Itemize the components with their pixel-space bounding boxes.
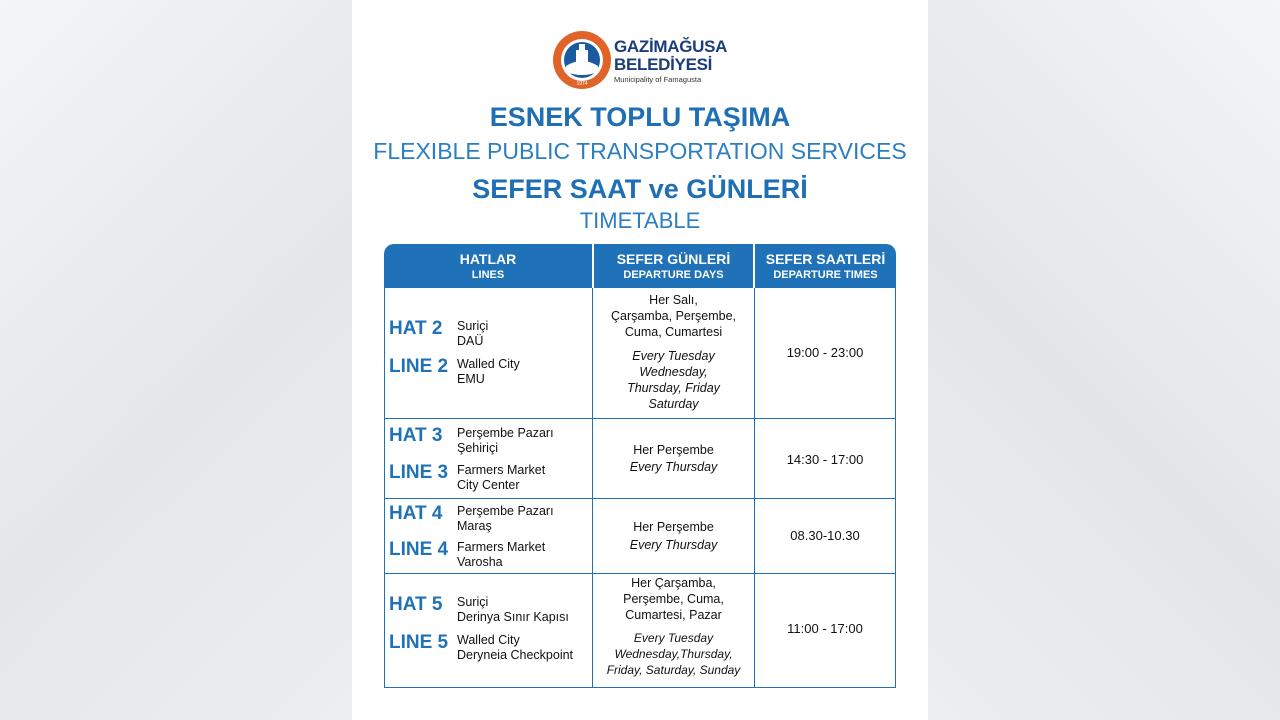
days-tr: [593, 575, 754, 623]
line-code: LINE 5: [389, 632, 449, 653]
line-stops: [457, 633, 573, 663]
stop: Walled City: [457, 633, 520, 647]
hat-code: HAT 3: [389, 425, 443, 446]
header-days-tr: SEFER GÜNLERİ: [616, 251, 731, 267]
line-stops: [457, 357, 520, 387]
stop: Şehiriçi: [457, 441, 498, 455]
days-tr: [593, 442, 754, 458]
stop: City Center: [457, 478, 520, 492]
stop: Deryneia Checkpoint: [457, 648, 574, 662]
day-line: Her Salı,: [649, 293, 698, 307]
day-line: Perşembe, Cuma,: [623, 592, 724, 606]
hat-code: HAT 2: [389, 318, 443, 339]
days-tr: [593, 519, 754, 535]
service-title-tr: ESNEK TOPLU TAŞIMA: [489, 102, 791, 132]
days-cell: [592, 499, 754, 573]
days-tr: [593, 292, 754, 340]
stop: Suriçi: [457, 319, 489, 333]
stop: DAÜ: [457, 334, 484, 348]
day-line: Çarşamba, Perşembe,: [610, 309, 737, 323]
logo-subtitle: Municipality of Famagusta: [614, 75, 702, 84]
lines-cell: [385, 288, 592, 418]
header-lines-tr: HATLAR: [459, 251, 517, 267]
header-days: [592, 244, 753, 288]
table-row: [384, 574, 896, 688]
stop: Perşembe Pazarı: [457, 504, 554, 518]
hat-stops: [457, 319, 488, 349]
timetable-table: [384, 244, 896, 688]
time-cell: [754, 574, 895, 687]
background-right: [928, 0, 1280, 720]
days-en: [593, 459, 754, 475]
day-line: Every Tuesday: [632, 349, 715, 363]
hat-stops: [457, 595, 569, 625]
days-cell: [592, 574, 754, 687]
day-line: Cuma, Cumartesi: [624, 325, 723, 339]
stop: Farmers Market: [457, 463, 546, 477]
svg-text:1974: 1974: [576, 81, 588, 87]
day-line: Saturday: [648, 397, 699, 411]
stop: Walled City: [457, 357, 520, 371]
logo-title-line2: BELEDİYESİ: [614, 55, 713, 74]
stop: Farmers Market: [457, 540, 546, 554]
lines-cell: [385, 574, 592, 687]
stop: Maraş: [457, 519, 492, 533]
hat-code: HAT 5: [389, 594, 443, 615]
day-line: Every Tuesday: [633, 631, 714, 645]
header-times: [753, 244, 896, 288]
timetable-title-tr: SEFER SAAT ve GÜNLERİ: [472, 174, 808, 204]
departure-time: 19:00 - 23:00: [786, 345, 864, 360]
stop: Derinya Sınır Kapısı: [457, 610, 569, 624]
line-code: LINE 4: [389, 539, 449, 560]
day-line: Friday, Saturday, Sunday: [606, 663, 741, 677]
time-cell: [754, 419, 895, 498]
line-stops: [457, 540, 545, 570]
departure-time: 11:00 - 17:00: [787, 621, 863, 636]
header-lines: [384, 244, 592, 288]
hat-stops: [457, 426, 554, 456]
days-en: [593, 537, 754, 553]
day-line: Every Thursday: [629, 538, 718, 552]
stop: EMU: [457, 372, 485, 386]
header-times-tr: SEFER SAATLERİ: [765, 251, 886, 267]
day-line: Wednesday,: [639, 365, 708, 379]
day-line: Wednesday,Thursday,: [614, 647, 733, 661]
day-line: Her Perşembe: [633, 443, 714, 457]
background-left: [0, 0, 352, 720]
day-line: Her Perşembe: [633, 520, 714, 534]
table-row: [384, 419, 896, 499]
departure-time: 08.30-10.30: [790, 528, 860, 543]
days-en: [593, 630, 754, 678]
days-cell: [592, 288, 754, 418]
stop: Varosha: [457, 555, 503, 569]
header-times-en: DEPARTURE TIMES: [773, 269, 878, 281]
line-code: LINE 3: [389, 462, 449, 483]
hat-stops: [457, 504, 554, 534]
service-title-en: FLEXIBLE PUBLIC TRANSPORTATION SERVICES: [373, 138, 907, 164]
logo-wordmark: [614, 38, 727, 84]
lines-cell: [385, 419, 592, 498]
timetable-title-en: TIMETABLE: [579, 208, 701, 233]
departure-time: 14:30 - 17:00: [786, 452, 864, 467]
header-days-en: DEPARTURE DAYS: [623, 269, 724, 281]
stop: Perşembe Pazarı: [457, 426, 554, 440]
table-row: [384, 288, 896, 419]
time-cell: [754, 499, 895, 573]
table-header: [384, 244, 896, 288]
day-line: Her Çarşamba,: [631, 576, 716, 590]
logo-title-line1: GAZİMAĞUSA: [614, 37, 728, 56]
lines-cell: [385, 499, 592, 573]
municipality-seal-logo: [552, 30, 612, 90]
stop: Suriçi: [457, 595, 489, 609]
days-cell: [592, 419, 754, 498]
day-line: Thursday, Friday: [627, 381, 720, 395]
line-stops: [457, 463, 545, 493]
time-cell: [754, 288, 895, 418]
line-code: LINE 2: [389, 356, 449, 377]
hat-code: HAT 4: [389, 503, 443, 524]
table-row: [384, 499, 896, 574]
days-en: [593, 348, 754, 412]
day-line: Every Thursday: [629, 460, 718, 474]
day-line: Cumartesi, Pazar: [625, 608, 722, 622]
header-lines-en: LINES: [471, 269, 505, 281]
